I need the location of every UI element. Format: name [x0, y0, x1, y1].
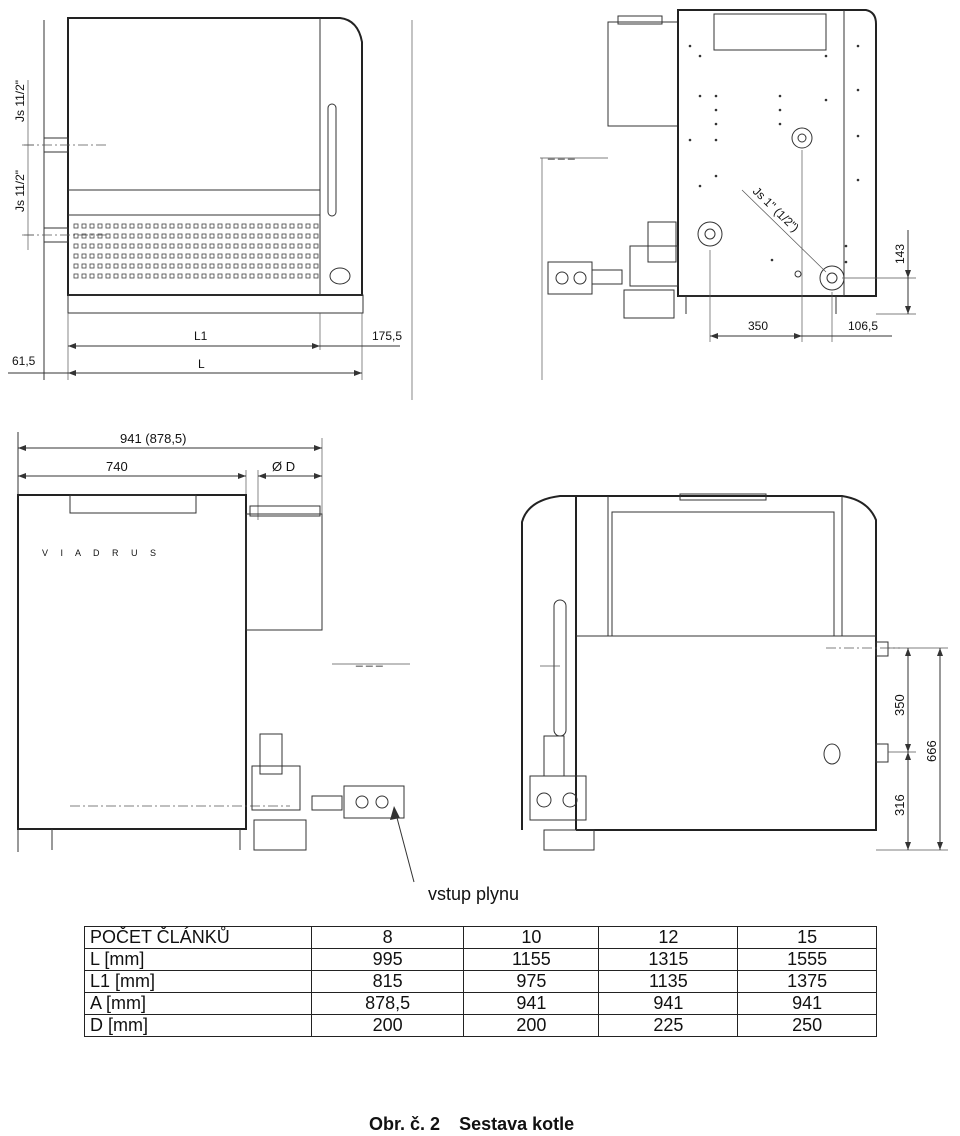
grille-slot: [106, 254, 110, 258]
d740-label: 740: [106, 459, 128, 474]
grille-slot: [106, 234, 110, 238]
grille-slot: [306, 254, 310, 258]
l-label: L: [198, 357, 205, 371]
grille-slot: [290, 224, 294, 228]
grille-slot: [114, 264, 118, 268]
grille-slot: [202, 254, 206, 258]
grille-slot: [210, 254, 214, 258]
grille-slot: [258, 244, 262, 248]
grille-slot: [194, 234, 198, 238]
grille-slot: [234, 274, 238, 278]
grille-slot: [210, 224, 214, 228]
grille-slot: [122, 264, 126, 268]
js-upper-label: Js 11/2": [13, 79, 27, 122]
grille-slot: [74, 254, 78, 258]
grille-slot: [266, 264, 270, 268]
table-cell: 941: [464, 993, 599, 1015]
grille-slot: [106, 224, 110, 228]
grille-slot: [202, 274, 206, 278]
grille-slot: [114, 234, 118, 238]
grille-slot: [314, 274, 318, 278]
grille-slot: [266, 234, 270, 238]
grille-slot: [250, 274, 254, 278]
grille-slot: [258, 274, 262, 278]
grille-slot: [274, 244, 278, 248]
grille-slot: [162, 254, 166, 258]
bolt-dot: [699, 185, 702, 188]
grille-slot: [218, 274, 222, 278]
grille-slot: [274, 264, 278, 268]
row-label: A [mm]: [85, 993, 312, 1015]
grille-slot: [90, 244, 94, 248]
grille-slot: [90, 224, 94, 228]
caption-number: Obr. č. 2: [369, 1114, 441, 1134]
table-row: [85, 949, 877, 971]
front-grille: [74, 224, 318, 278]
bolt-dot: [715, 95, 718, 98]
grille-slot: [306, 244, 310, 248]
grille-slot: [250, 224, 254, 228]
bolt-dot: [699, 95, 702, 98]
grille-slot: [146, 244, 150, 248]
bolt-dot: [715, 175, 718, 178]
bolt-dot: [771, 259, 774, 262]
grille-slot: [170, 264, 174, 268]
grille-slot: [162, 244, 166, 248]
grille-slot: [82, 274, 86, 278]
grille-slot: [114, 254, 118, 258]
bolt-dot: [689, 139, 692, 142]
bolt-dot: [699, 55, 702, 58]
grille-slot: [74, 274, 78, 278]
grille-slot: [274, 274, 278, 278]
grille-slot: [202, 264, 206, 268]
table-cell: 15: [738, 927, 877, 949]
js-lower-label: Js 11/2": [13, 169, 27, 212]
grille-slot: [282, 264, 286, 268]
grille-slot: [234, 234, 238, 238]
grille-slot: [170, 234, 174, 238]
grille-slot: [130, 274, 134, 278]
grille-slot: [106, 264, 110, 268]
grille-slot: [258, 234, 262, 238]
grille-slot: [90, 274, 94, 278]
grille-slot: [282, 274, 286, 278]
table-cell: 225: [599, 1015, 738, 1037]
grille-slot: [282, 244, 286, 248]
grille-slot: [162, 264, 166, 268]
grille-slot: [138, 264, 142, 268]
grille-slot: [154, 224, 158, 228]
grille-slot: [274, 254, 278, 258]
grille-slot: [210, 244, 214, 248]
grille-slot: [298, 264, 302, 268]
grille-slot: [242, 264, 246, 268]
grille-slot: [146, 264, 150, 268]
grille-slot: [234, 264, 238, 268]
table-row: [85, 993, 877, 1015]
grille-slot: [298, 224, 302, 228]
grille-slot: [74, 224, 78, 228]
grille-slot: [122, 234, 126, 238]
grille-slot: [138, 224, 142, 228]
grille-slot: [194, 274, 198, 278]
grille-slot: [210, 274, 214, 278]
grille-slot: [146, 234, 150, 238]
table-cell: 250: [738, 1015, 877, 1037]
grille-slot: [170, 224, 174, 228]
bolt-dot: [779, 123, 782, 126]
bolt-dot: [845, 245, 848, 248]
grille-slot: [298, 274, 302, 278]
l1-label: L1: [194, 329, 208, 343]
table-cell: 1375: [738, 971, 877, 993]
grille-slot: [122, 224, 126, 228]
row-label: POČET ČLÁNKŮ: [85, 927, 312, 949]
brand-text: V I A D R U S: [42, 548, 162, 558]
grille-slot: [82, 224, 86, 228]
grille-slot: [122, 254, 126, 258]
table-cell: 1555: [738, 949, 877, 971]
grille-slot: [170, 274, 174, 278]
grille-slot: [306, 264, 310, 268]
figure-caption: [369, 1114, 588, 1135]
grille-slot: [98, 244, 102, 248]
bolt-dot: [779, 95, 782, 98]
grille-slot: [194, 254, 198, 258]
grille-slot: [258, 264, 262, 268]
grille-slot: [234, 244, 238, 248]
grille-slot: [178, 254, 182, 258]
bolt-dot: [857, 135, 860, 138]
grille-slot: [258, 254, 262, 258]
grille-slot: [154, 244, 158, 248]
grille-slot: [274, 224, 278, 228]
grille-slot: [114, 244, 118, 248]
d106-label: 106,5: [848, 319, 879, 333]
grille-slot: [98, 254, 102, 258]
spec-table: [84, 926, 877, 1037]
grille-slot: [242, 224, 246, 228]
grille-slot: [194, 244, 198, 248]
grille-slot: [250, 264, 254, 268]
table-cell: 995: [312, 949, 464, 971]
grille-slot: [130, 224, 134, 228]
view-rear-top-right: [540, 10, 916, 380]
grille-slot: [314, 234, 318, 238]
grille-slot: [250, 244, 254, 248]
grille-slot: [146, 254, 150, 258]
grille-slot: [242, 274, 246, 278]
grille-slot: [226, 274, 230, 278]
bolt-dot: [779, 109, 782, 112]
bolt-dot: [715, 109, 718, 112]
row-label: L [mm]: [85, 949, 312, 971]
phi-d-label: Ø D: [272, 459, 296, 474]
grille-slot: [282, 254, 286, 258]
grille-slot: [90, 264, 94, 268]
grille-slot: [186, 244, 190, 248]
grille-slot: [250, 254, 254, 258]
grille-slot: [218, 244, 222, 248]
grille-slot: [122, 274, 126, 278]
grille-slot: [138, 234, 142, 238]
grille-slot: [98, 264, 102, 268]
grille-slot: [146, 224, 150, 228]
table-cell: 200: [464, 1015, 599, 1037]
caption-title: Sestava kotle: [459, 1114, 575, 1134]
table-row: [85, 971, 877, 993]
grille-slot: [130, 254, 134, 258]
grille-slot: [250, 234, 254, 238]
svg-text:_ _ _: _ _ _: [356, 653, 383, 667]
grille-slot: [114, 274, 118, 278]
grille-slot: [306, 224, 310, 228]
grille-slot: [154, 254, 158, 258]
bolt-dot: [715, 139, 718, 142]
grille-slot: [226, 244, 230, 248]
grille-slot: [82, 244, 86, 248]
view-front-bottom-left: [18, 431, 414, 882]
grille-slot: [290, 264, 294, 268]
table-cell: 975: [464, 971, 599, 993]
grille-slot: [82, 254, 86, 258]
grille-slot: [266, 244, 270, 248]
grille-slot: [154, 234, 158, 238]
grille-slot: [290, 234, 294, 238]
row-label: D [mm]: [85, 1015, 312, 1037]
grille-slot: [210, 234, 214, 238]
grille-slot: [146, 274, 150, 278]
grille-slot: [290, 274, 294, 278]
js1-label: Js 1" (1/2"): [749, 184, 802, 235]
grille-slot: [314, 244, 318, 248]
view-side-top-left: [8, 18, 412, 400]
bolt-dot: [857, 179, 860, 182]
grille-slot: [170, 244, 174, 248]
grille-slot: [306, 234, 310, 238]
grille-slot: [314, 264, 318, 268]
grille-slot: [226, 264, 230, 268]
grille-slot: [218, 264, 222, 268]
view-side-bottom-right: [522, 494, 948, 850]
grille-slot: [306, 274, 310, 278]
table-cell: 10: [464, 927, 599, 949]
grille-slot: [114, 224, 118, 228]
grille-slot: [266, 254, 270, 258]
grille-slot: [162, 274, 166, 278]
grille-slot: [138, 244, 142, 248]
grille-slot: [98, 274, 102, 278]
grille-slot: [226, 234, 230, 238]
grille-slot: [178, 274, 182, 278]
bolt-dot: [857, 45, 860, 48]
bolt-dot: [825, 55, 828, 58]
table-row: [85, 1015, 877, 1037]
grille-slot: [186, 224, 190, 228]
d143-label: 143: [893, 243, 907, 264]
grille-slot: [130, 244, 134, 248]
d666-label: 666: [924, 740, 939, 762]
grille-slot: [258, 224, 262, 228]
grille-slot: [82, 264, 86, 268]
grille-slot: [210, 264, 214, 268]
table-cell: 12: [599, 927, 738, 949]
table-cell: 815: [312, 971, 464, 993]
grille-slot: [298, 234, 302, 238]
grille-slot: [234, 254, 238, 258]
grille-slot: [202, 234, 206, 238]
table-cell: 8: [312, 927, 464, 949]
grille-slot: [314, 224, 318, 228]
grille-slot: [226, 224, 230, 228]
grille-slot: [194, 224, 198, 228]
grille-slot: [298, 244, 302, 248]
grille-slot: [186, 254, 190, 258]
grille-slot: [290, 254, 294, 258]
grille-slot: [242, 234, 246, 238]
table-cell: 941: [599, 993, 738, 1015]
grille-slot: [98, 224, 102, 228]
grille-slot: [178, 264, 182, 268]
bolt-dot: [715, 123, 718, 126]
grille-slot: [234, 224, 238, 228]
grille-slot: [74, 264, 78, 268]
grille-slot: [130, 234, 134, 238]
table-cell: 1315: [599, 949, 738, 971]
grille-slot: [202, 224, 206, 228]
bolt-dot: [689, 45, 692, 48]
d350-h-label: 350: [748, 319, 769, 333]
d175-label: 175,5: [372, 329, 403, 343]
grille-slot: [154, 264, 158, 268]
grille-slot: [194, 264, 198, 268]
table-cell: 200: [312, 1015, 464, 1037]
grille-slot: [274, 234, 278, 238]
grille-slot: [90, 254, 94, 258]
grille-slot: [266, 224, 270, 228]
grille-slot: [202, 244, 206, 248]
grille-slot: [218, 254, 222, 258]
grille-slot: [154, 274, 158, 278]
grille-slot: [282, 224, 286, 228]
grille-slot: [218, 234, 222, 238]
grille-slot: [226, 254, 230, 258]
bolt-dot: [825, 99, 828, 102]
d316-label: 316: [892, 794, 907, 816]
rear-bolt-dots: [689, 45, 860, 264]
grille-slot: [242, 254, 246, 258]
grille-slot: [290, 244, 294, 248]
grille-slot: [186, 274, 190, 278]
svg-text:_ _ _: _ _ _: [548, 146, 575, 160]
grille-slot: [106, 274, 110, 278]
grille-slot: [138, 274, 142, 278]
grille-slot: [74, 244, 78, 248]
grille-slot: [314, 254, 318, 258]
row-label: L1 [mm]: [85, 971, 312, 993]
grille-slot: [162, 234, 166, 238]
grille-slot: [178, 234, 182, 238]
d941-label: 941 (878,5): [120, 431, 187, 446]
grille-slot: [122, 244, 126, 248]
grille-slot: [282, 234, 286, 238]
bolt-dot: [845, 261, 848, 264]
grille-slot: [218, 224, 222, 228]
table-row: [85, 927, 877, 949]
grille-slot: [298, 254, 302, 258]
table-cell: 878,5: [312, 993, 464, 1015]
bolt-dot: [857, 89, 860, 92]
table-cell: 1155: [464, 949, 599, 971]
grille-slot: [170, 254, 174, 258]
grille-slot: [106, 244, 110, 248]
table-cell: 1135: [599, 971, 738, 993]
grille-slot: [162, 224, 166, 228]
grille-slot: [178, 244, 182, 248]
grille-slot: [178, 224, 182, 228]
grille-slot: [242, 244, 246, 248]
grille-slot: [138, 254, 142, 258]
grille-slot: [130, 264, 134, 268]
d61-label: 61,5: [12, 354, 36, 368]
grille-slot: [186, 264, 190, 268]
gas-inlet-label: vstup plynu: [428, 884, 520, 904]
grille-slot: [266, 274, 270, 278]
d350-v-label: 350: [892, 694, 907, 716]
table-cell: 941: [738, 993, 877, 1015]
grille-slot: [186, 234, 190, 238]
